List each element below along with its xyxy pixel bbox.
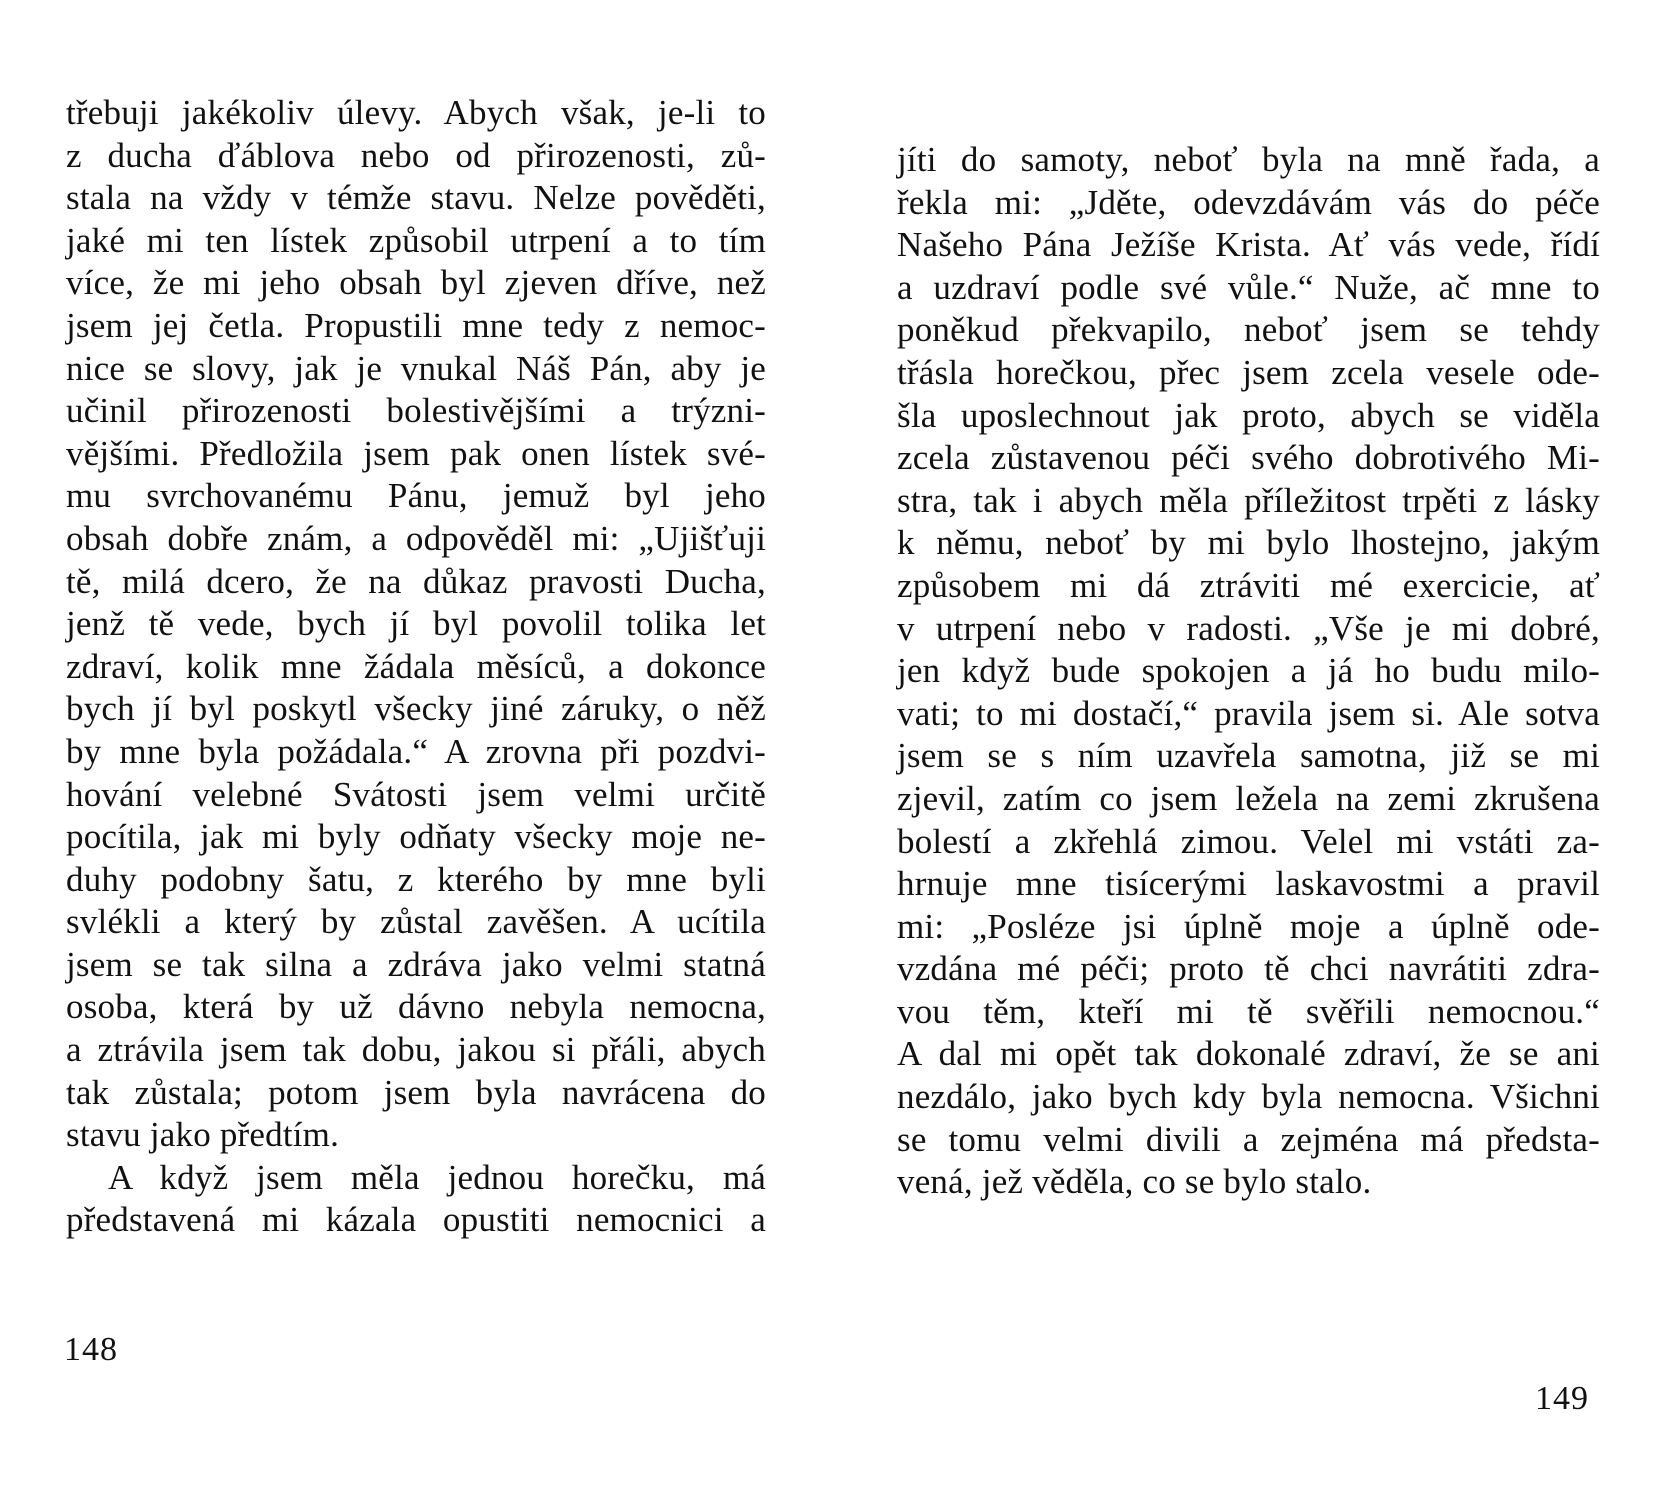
text-line: bolestí a zkřehlá zimou. Velel mi vstáti za- [897, 821, 1600, 861]
right-page [827, 0, 1654, 1500]
text-line: jenž tě vede, bych jí byl povolil tolika let [66, 604, 766, 644]
text-line: mu svrchovanému Pánu, jemuž byl jeho [66, 476, 766, 516]
text-line: a ztrávila jsem tak dobu, jakou si přáli, abych [66, 1030, 766, 1070]
text-line: vějšími. Předložila jsem pak onen lístek své- [66, 433, 766, 473]
text-line: v utrpení nebo v radosti. „Vše je mi dobré, [897, 608, 1600, 648]
text-line: stavu jako předtím. [66, 1115, 340, 1155]
text-line: pocítila, jak mi byly odňaty všecky moje ne- [66, 817, 766, 857]
text-line: učinil přirozenosti bolestivějšími a trýzni- [66, 391, 766, 431]
text-line: hrnuje mne tisícerými laskavostmi a pravil [897, 864, 1600, 904]
text-line: šla uposlechnout jak proto, abych se viděla [897, 395, 1600, 435]
text-line-paragraph-start: A když jsem měla jednou horečku, má [108, 1157, 766, 1197]
text-line: nice se slovy, jak je vnukal Náš Pán, aby je [66, 348, 766, 388]
text-line: tak zůstala; potom jsem byla navrácena do [66, 1072, 766, 1112]
page-number: 149 [1535, 1380, 1589, 1417]
text-line: vou těm, kteří mi tě svěřili nemocnou.“ [897, 991, 1600, 1031]
text-line: vzdána mé péči; proto tě chci navrátiti zdra- [897, 949, 1600, 989]
text-line: se tomu velmi divili a zejména má předsta- [897, 1119, 1600, 1159]
text-line: vati; to mi dostačí,“ pravila jsem si. Ale sotva [897, 693, 1600, 733]
text-line: svlékli a který by zůstal zavěšen. A ucítila [66, 902, 766, 942]
text-line: z ducha ďáblova nebo od přirozenosti, zů- [66, 135, 766, 175]
text-line: stra, tak i abych měla příležitost trpěti z lásky [897, 480, 1600, 520]
text-line: jsem se s ním uzavřela samotna, již se mi [897, 736, 1600, 776]
text-line: hování velebné Svátosti jsem velmi určitě [66, 774, 766, 814]
text-line: nezdálo, jako bych kdy byla nemocna. Všichni [897, 1077, 1600, 1117]
text-line: A dal mi opět tak dokonalé zdraví, že se ani [897, 1034, 1600, 1074]
text-line: způsobem mi dá ztráviti mé exercicie, ať [897, 565, 1600, 605]
text-line: zcela zůstavenou péči svého dobrotivého Mi- [897, 438, 1600, 478]
text-line: zjevil, zatím co jsem ležela na zemi zkrušena [897, 778, 1600, 818]
text-line: jíti do samoty, neboť byla na mně řada, a [897, 140, 1600, 179]
text-line: tě, milá dcero, že na důkaz pravosti Ducha, [66, 561, 766, 601]
left-page-text [66, 92, 766, 1242]
text-line: třebuji jakékoliv úlevy. Abych však, je-li to [66, 93, 766, 132]
page-number: 148 [64, 1331, 118, 1368]
text-line: zdraví, kolik mne žádala měsíců, a dokonce [66, 646, 766, 686]
text-line: poněkud překvapilo, neboť jsem se tehdy [897, 310, 1600, 350]
text-line: představená mi kázala opustiti nemocnici a [66, 1200, 766, 1240]
text-line: osoba, která by už dávno nebyla nemocna, [66, 987, 766, 1027]
text-line: a uzdraví podle své vůle.“ Nuže, ač mne to [897, 267, 1600, 307]
text-line: Našeho Pána Ježíše Krista. Ať vás vede, řídí [897, 225, 1600, 265]
text-line: třásla horečkou, přec jsem zcela vesele ode- [897, 352, 1600, 392]
text-line: stala na vždy v témže stavu. Nelze pověděti, [66, 178, 766, 218]
text-line: mi: „Posléze jsi úplně moje a úplně ode- [897, 906, 1600, 946]
text-line: bych jí byl poskytl všecky jiné záruky, o něž [66, 689, 766, 729]
text-line: duhy podobny šatu, z kterého by mne byli [66, 859, 766, 899]
text-line: řekla mi: „Jděte, odevzdávám vás do péče [897, 182, 1600, 222]
text-line: více, že mi jeho obsah byl zjeven dříve, než [66, 263, 766, 303]
text-line: jen když bude spokojen a já ho budu milo- [897, 651, 1600, 691]
right-page-text [897, 139, 1600, 1204]
text-line: jsem jej četla. Propustili mne tedy z nemoc- [66, 305, 766, 345]
text-line: obsah dobře znám, a odpověděl mi: „Ujišťuji [66, 518, 766, 558]
text-line: jsem se tak silna a zdráva jako velmi statná [66, 944, 766, 984]
text-line: by mne byla požádala.“ A zrovna při pozdvi- [66, 731, 766, 771]
text-line: k němu, neboť by mi bylo lhostejno, jakým [897, 523, 1600, 563]
text-line: jaké mi ten lístek způsobil utrpení a to tím [66, 220, 766, 260]
text-line: vená, jež věděla, co se bylo stalo. [897, 1162, 1372, 1202]
